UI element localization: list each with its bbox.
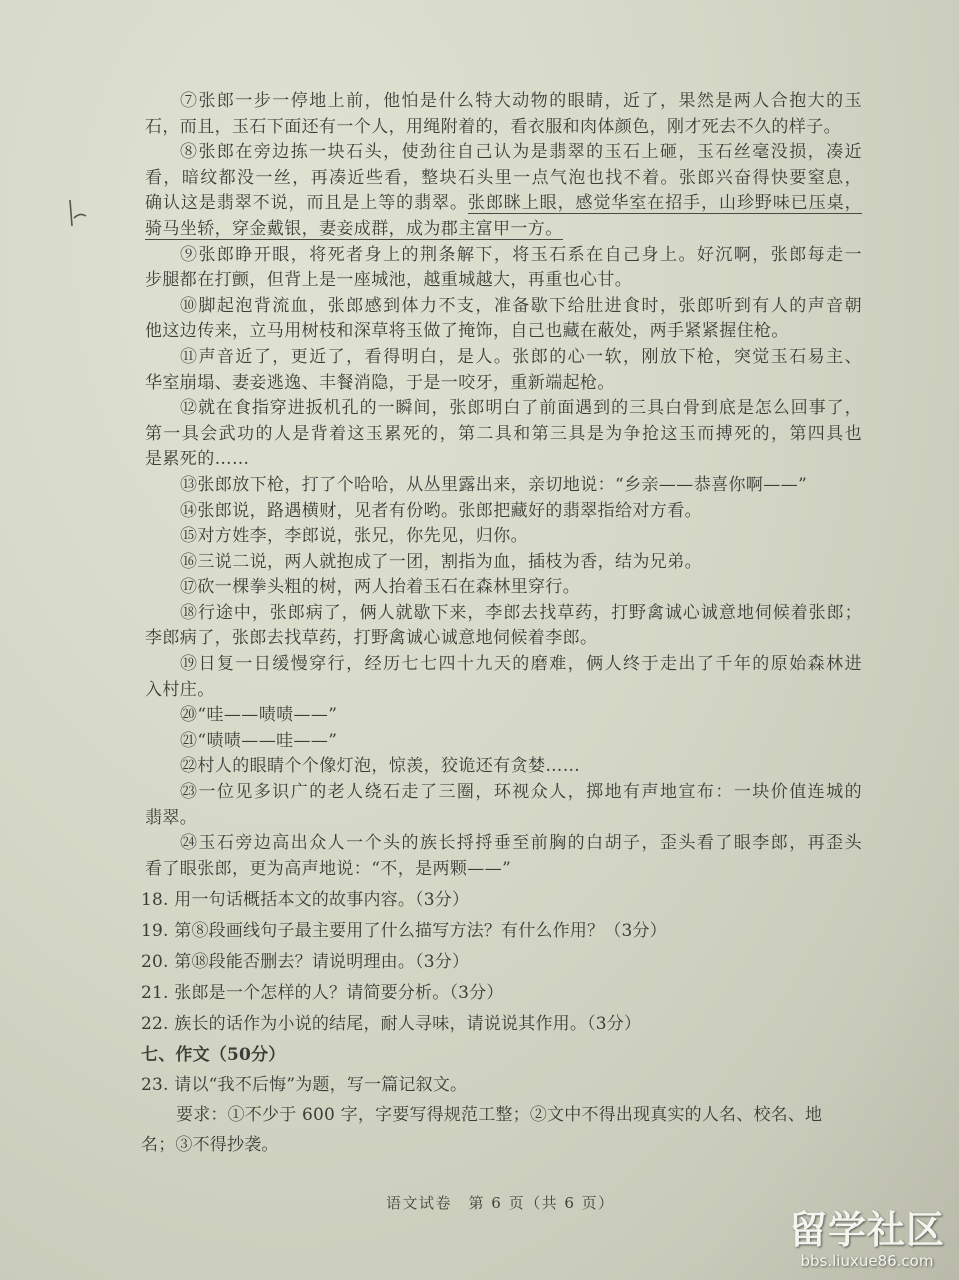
paragraph-line xyxy=(145,89,862,115)
text-segment: ⑭张郎说，路遇横财，见者有份哟。张郎把藏好的翡翠指给对方看。 xyxy=(180,500,702,521)
text-segment: 华室崩塌、妻妾逃逸、丰餐消隐，于是一咬牙，重新端起枪。 xyxy=(145,372,615,393)
text-segment: ⑫就在食指穿进扳机孔的一瞬间，张郎明白了前面遇到的三具白骨到底是怎么回事了， xyxy=(180,398,862,419)
paragraph-line xyxy=(145,166,862,192)
text-segment: 步腿都在打颤，但背上是一座城池，越重城越大，再重也心甘。 xyxy=(145,270,633,291)
paragraph-line xyxy=(145,319,862,345)
question-19: 19. 第⑧段画线句子最主要用了什么描写方法？有什么作用？（3分） xyxy=(141,921,667,941)
paragraph-line xyxy=(145,268,862,294)
paragraph-line xyxy=(145,806,862,832)
text-segment: ⑨张郎睁开眼，将死者身上的荆条解下，将玉石系在自己身上。好沉啊，张郎每走一 xyxy=(180,244,862,265)
paragraph-line xyxy=(145,831,862,857)
paragraph-line xyxy=(145,857,862,883)
text-segment: 确认这是翡翠不说，而且是上等的翡翠。 xyxy=(145,193,468,214)
text-segment: ㉒村人的眼睛个个像灯泡，惊羡，狡诡还有贪婪…… xyxy=(180,756,581,777)
section-title: 七、作文（50分） xyxy=(141,1045,286,1065)
paragraph-line xyxy=(145,499,862,525)
text-segment: 入村庄。 xyxy=(145,679,215,700)
paragraph-line xyxy=(145,294,862,320)
paragraph-line xyxy=(145,780,862,806)
story-text xyxy=(145,89,862,882)
text-segment: 石，而且，玉石下面还有一个人，用绳附着的，看衣服和肉体颜色，刚才死去不久的样子。 xyxy=(145,116,841,137)
text-segment: ⑱行途中，张郎病了，俩人就歇下来，李郎去找草药，打野禽诚心诚意地伺候着张郎； xyxy=(180,602,862,623)
text-segment: 第一具会武功的人是背着这玉累死的，第二具和第三具是为争抢这玉而搏死的，第四具也 xyxy=(145,423,862,444)
text-segment: ⑬张郎放下枪，打了个哈哈，从丛里露出来，亲切地说：“乡亲——恭喜你啊——” xyxy=(180,474,808,495)
question-22: 22. 族长的话作为小说的结尾，耐人寻味，请说说其作用。（3分） xyxy=(141,1014,642,1034)
text-segment: ⑪声音近了，更近了，看得明白，是人。张郎的心一软，刚放下枪，突觉玉石易主、 xyxy=(180,346,862,367)
paragraph-line xyxy=(145,550,862,576)
text-segment: ⑳“哇——啧啧——” xyxy=(180,705,338,726)
text-segment: ㉑“啧啧——哇——” xyxy=(180,730,338,751)
paragraph-line xyxy=(145,396,862,422)
watermark-url: bbs.liuxue86.com xyxy=(800,1252,934,1270)
paragraph-line xyxy=(145,652,862,678)
paragraph-line xyxy=(145,678,862,704)
underlined-sentence: 骑马坐轿，穿金戴银，妻妾成群，成为郡主富甲一方。 xyxy=(145,218,563,239)
question-20: 20. 第⑱段能否删去？请说明理由。（3分） xyxy=(141,952,470,972)
paragraph-line xyxy=(145,575,862,601)
watermark-logo-text: 留学社区 xyxy=(788,1208,945,1252)
text-segment: ⑧张郎在旁边拣一块石头，使劲往自己认为是翡翠的玉石上砸，玉石丝毫没损，凑近 xyxy=(180,142,862,163)
watermark-logo xyxy=(789,1208,945,1270)
text-segment: ⑲日复一日缓慢穿行，经历七七四十九天的磨难，俩人终于走出了千年的原始森林进 xyxy=(180,654,862,675)
text-segment: 李郎病了，张郎去找草药，打野禽诚心诚意地伺候着李郎。 xyxy=(145,628,598,649)
paragraph-line xyxy=(145,345,862,371)
paragraph-line xyxy=(145,447,862,473)
text-segment: ⑯三说二说，两人就抱成了一团，割指为血，插枝为香，结为兄弟。 xyxy=(180,551,702,572)
paragraph-line xyxy=(145,729,862,755)
text-segment: ㉓一位见多识广的老人绕石走了三圈，环视众人，掷地有声地宣布：一块价值连城的 xyxy=(180,782,862,803)
paragraph-line xyxy=(145,703,862,729)
paragraph-line xyxy=(145,191,862,217)
text-segment: ㉔玉石旁边高出众人一个头的族长捋捋垂至前胸的白胡子，歪头看了眼李郎，再歪头 xyxy=(180,833,862,854)
text-segment: 看了眼张郎，更为高声地说：“不，是两颗——” xyxy=(145,858,512,879)
text-segment: 看，暗纹都没一丝，再凑近些看，整块石头里一点气泡也找不着。张郎兴奋得快要窒息， xyxy=(145,167,862,188)
paragraph-line xyxy=(145,473,862,499)
paragraph-line xyxy=(145,371,862,397)
underlined-sentence: 张郎眯上眼，感觉华室在招手，山珍野味已压桌， xyxy=(467,193,862,214)
questions-section xyxy=(141,885,871,1160)
paragraph-line xyxy=(145,140,862,166)
essay-prompt: 23. 请以“我不后悔”为题，写一篇记叙文。 xyxy=(141,1075,468,1095)
essay-requirements-line-2: 名；③不得抄袭。 xyxy=(141,1135,279,1155)
paragraph-line xyxy=(145,217,862,243)
text-segment: ⑦张郎一步一停地上前，他怕是什么特大动物的眼睛，近了，果然是两人合抱大的玉 xyxy=(180,91,862,111)
text-segment: ⑩脚起泡背流血，张郎感到体力不支，准备歇下给肚进食时，张郎听到有人的声音朝 xyxy=(180,295,862,316)
paragraph-line xyxy=(145,754,862,780)
paragraph-line xyxy=(145,422,862,448)
text-segment: ⑮对方姓李，李郎说，张兄，你先见，归你。 xyxy=(180,526,528,547)
paragraph-line xyxy=(145,524,862,550)
page-footer: 语文试卷 第 6 页（共 6 页） xyxy=(386,1194,615,1212)
text-segment: 是累死的…… xyxy=(145,449,250,470)
question-21: 21. 张郎是一个怎样的人？请简要分析。（3分） xyxy=(141,983,504,1003)
essay-requirements-line-1: 要求：①不少于 600 字，字要写得规范工整；②文中不得出现真实的人名、校名、地 xyxy=(176,1105,823,1125)
text-segment: ⑰砍一棵拳头粗的树，两人抬着玉石在森林里穿行。 xyxy=(180,577,581,598)
paragraph-line xyxy=(145,626,862,652)
text-segment: 翡翠。 xyxy=(145,807,198,828)
question-18: 18. 用一句话概括本文的故事内容。（3分） xyxy=(141,890,470,910)
paragraph-line xyxy=(145,243,862,269)
handwritten-check-mark xyxy=(62,196,92,240)
text-segment: 他这边传来，立马用树枝和深草将玉做了掩饰，自己也藏在蔽处，两手紧紧握住枪。 xyxy=(145,321,789,342)
paragraph-line xyxy=(145,601,862,627)
paragraph-line xyxy=(145,115,862,141)
